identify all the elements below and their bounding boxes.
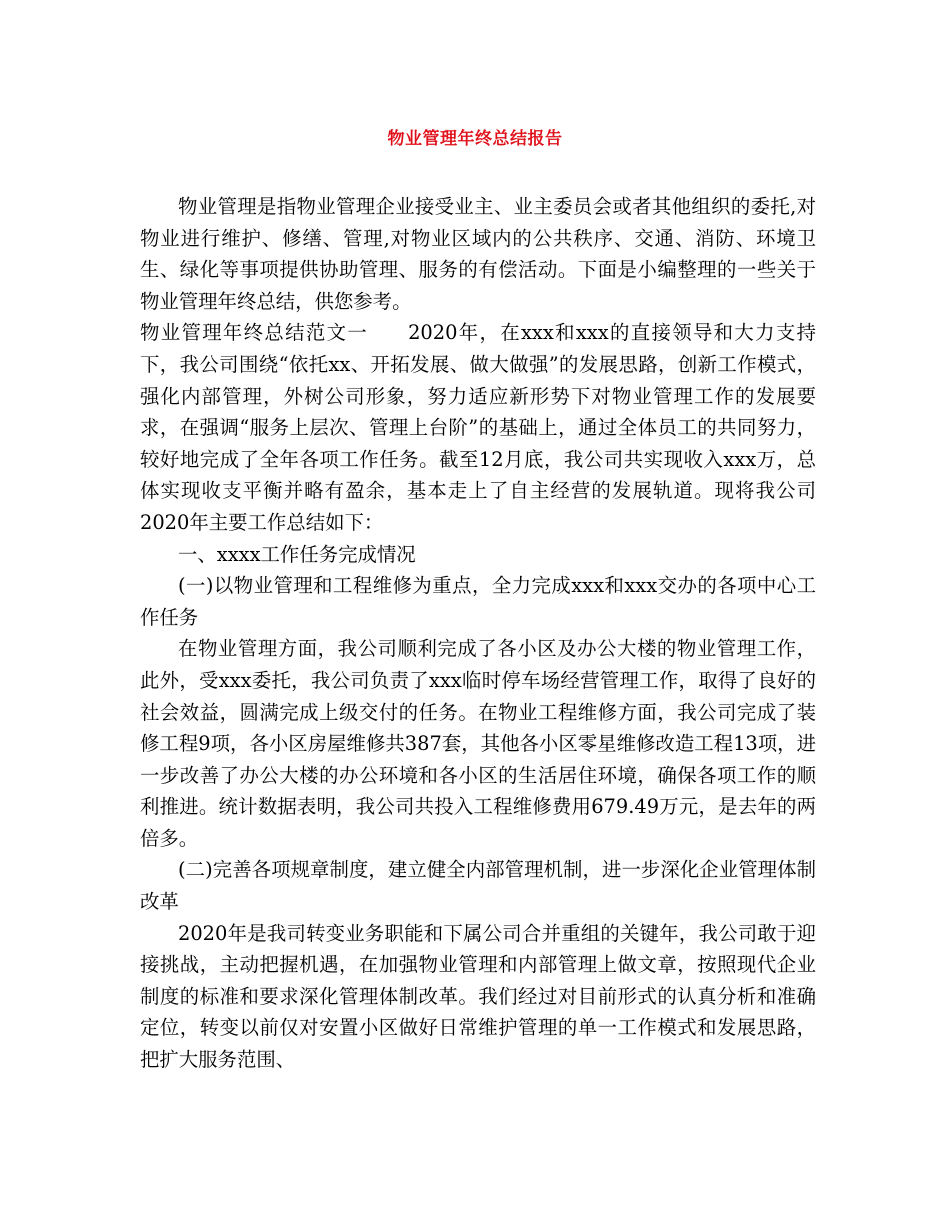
sample-paragraph [140,317,816,538]
subsection-heading: (一)以物业管理和工程维修为重点，全力完成xxx和xxx交办的各项中心工作任务 [140,574,816,629]
body-paragraph: 在物业管理方面，我公司顺利完成了各小区及办公大楼的物业管理工作，此外，受xxx委托，我公司负责了xxx临时停车场经营管理工作，取得了良好的社会效益，圆满完成上级交付的任务。在物业工程维修方面，我公司完成了装修工程9项，各小区房屋维修共387套，其他各小区零星维修改造工程13项，进一步改善了办公大楼的办公环境和各小区的生活居住环境，确保各项工作的顺利推进。统计数据表明，我公司共投入工程维修费用679.49万元，是去年的两倍多。 [140,637,816,850]
section-heading: 一、xxxx工作任务完成情况 [178,542,416,566]
subsection-heading: (二)完善各项规章制度，建立健全内部管理机制，进一步深化企业管理体制改革 [140,858,816,914]
body-paragraph: 2020年是我司转变业务职能和下属公司合并重组的关键年，我公司敢于迎接挑战，主动把握机遇，在加强物业管理和内部管理上做文章，按照现代企业制度的标准和要求深化管理体制改革。我们经过对目前形式的认真分析和准确定位，转变以前仅对安置小区做好日常维护管理的单一工作模式和发展思路，把扩大服务范围、 [140,921,816,1072]
document-title: 物业管理年终总结报告 [387,129,563,149]
sample-heading: 物业管理年终总结范文一 [140,321,369,345]
intro-paragraph: 物业管理是指物业管理企业接受业主、业主委员会或者其他组织的委托,对物业进行维护、修缮、管理,对物业区域内的公共秩序、交通、消防、环境卫生、绿化等事项提供协助管理、服务的有偿活动。下面是小编整理的一些关于物业管理年终总结，供您参考。 [140,195,816,313]
sample-opening: 2020年，在xxx和xxx的直接领导和大力支持下，我公司围绕“依托xx、开拓发展、做大做强”的发展思路，创新工作模式，强化内部管理，外树公司形象，努力适应新形势下对物业管理工作的发展要求，在强调“服务上层次、管理上台阶”的基础上，通过全体员工的共同努力，较好地完成了全年各项工作任务。截至12月底，我公司共实现收入xxx万，总体实现收支平衡并略有盈余，基本走上了自主经营的发展轨道。现将我公司2020年主要工作总结如下： [140,321,816,534]
document-body [140,191,816,1076]
